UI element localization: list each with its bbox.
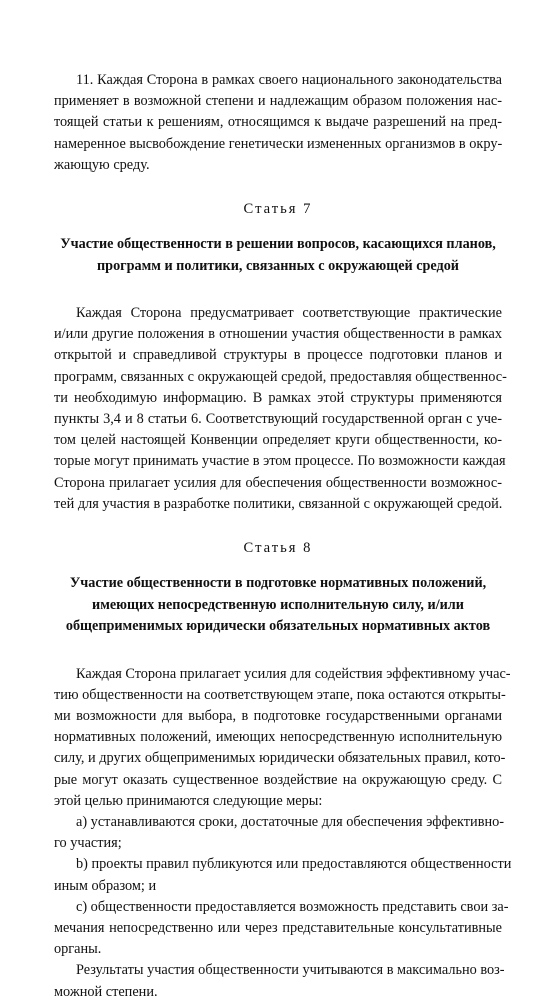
text-line: пункты 3,4 и 8 статьи 6. Соответствующий государственной орган с уче- (54, 411, 502, 428)
text-line: том целей настоящей Конвенции определяет круги общественности, ко- (54, 432, 502, 449)
text-line: 11. Каждая Сторона в рамках своего национального законодательства (76, 72, 502, 88)
text-line: и/или другие положения в отношении участия общественности в рамках (54, 326, 502, 343)
text-line: программ, связанных с окружающей средой, предоставляя общественнос- (54, 368, 507, 385)
title-line: имеющих непосредственную исполнительную силу, и/или (92, 596, 464, 613)
title-line: Участие общественности в решении вопросов, касающихся планов, (60, 236, 496, 253)
article-8-intro (54, 664, 511, 812)
text-line: с) общественности предоставляется возможность представить свои за- (76, 898, 509, 915)
article-7-body (54, 303, 507, 515)
closing-paragraph (54, 960, 505, 1002)
text-line: Каждая Сторона прилагает усилия для содействия эффективному учас- (76, 665, 511, 682)
text-line: Сторона прилагает усилия для обеспечения общественности возможнос- (54, 474, 502, 491)
list-item-b (54, 854, 512, 896)
text-line: а) устанавливаются сроки, достаточные для обеспечения эффективно- (76, 813, 504, 830)
list-item-a (54, 812, 502, 854)
text-line: можной степени. (54, 983, 158, 1000)
text-line: Каждая Сторона предусматривает соответствующие практические (76, 305, 502, 322)
text-line: иным образом; и (54, 877, 157, 894)
text-line: органы. (54, 941, 102, 958)
article-8-title (54, 573, 502, 638)
text-line: го участия; (54, 835, 122, 852)
text-line: применяет в возможной степени и надлежащим образом положения нас- (54, 93, 502, 110)
text-line: тию общественности на соответствующем этапе, пока остаются открыты- (54, 686, 506, 703)
text-line: торые могут принимать участие в этом процессе. По возможности каждая (54, 453, 506, 470)
text-line: Результаты участия общественности учитываются в максимально воз- (76, 962, 505, 979)
text-line: жающую среду. (54, 156, 150, 173)
list-item-c (54, 897, 509, 961)
text-line: рые могут оказать существенное воздействие на окружающую среду. С (54, 771, 502, 788)
text-line: этой целью принимаются следующие меры: (54, 792, 323, 809)
text-line: нормативных положений, имеющих непосредственную исполнительную (54, 729, 502, 746)
text-line: ти необходимую информацию. В рамках этой структуры применяются (54, 389, 502, 406)
text-line: b) проекты правил публикуются или предоставляются общественности (76, 856, 512, 873)
text-line: тоящей статьи к решениям, относящимся к выдаче разрешений на пред- (54, 114, 502, 131)
title-line: программ и политики, связанных с окружающей средой (97, 257, 459, 274)
text-line: силу, и других общеприменимых юридически обязательных правил, кото- (54, 750, 506, 767)
article-8-heading: Статья 8 (243, 540, 313, 557)
paragraph-11 (54, 70, 502, 176)
title-line: Участие общественности в подготовке нормативных положений, (69, 575, 487, 592)
document-page (54, 70, 512, 1003)
text-line: тей для участия в разработке политики, связанной с окружающей средой. (54, 495, 503, 512)
text-line: открытой и справедливой структуры в процессе подготовки планов и (54, 347, 502, 364)
article-7-heading: Статья 7 (243, 201, 313, 218)
text-line: намеренное высвобождение генетически измененных организмов в окру- (54, 135, 503, 152)
text-line: ми возможности для выбора, в подготовке государственными органами (54, 707, 502, 724)
title-line: общеприменимых юридически обязательных нормативных актов (65, 618, 491, 635)
article-7-title (54, 234, 502, 277)
text-line: мечания непосредственно или через представительные консультативные (54, 919, 502, 936)
